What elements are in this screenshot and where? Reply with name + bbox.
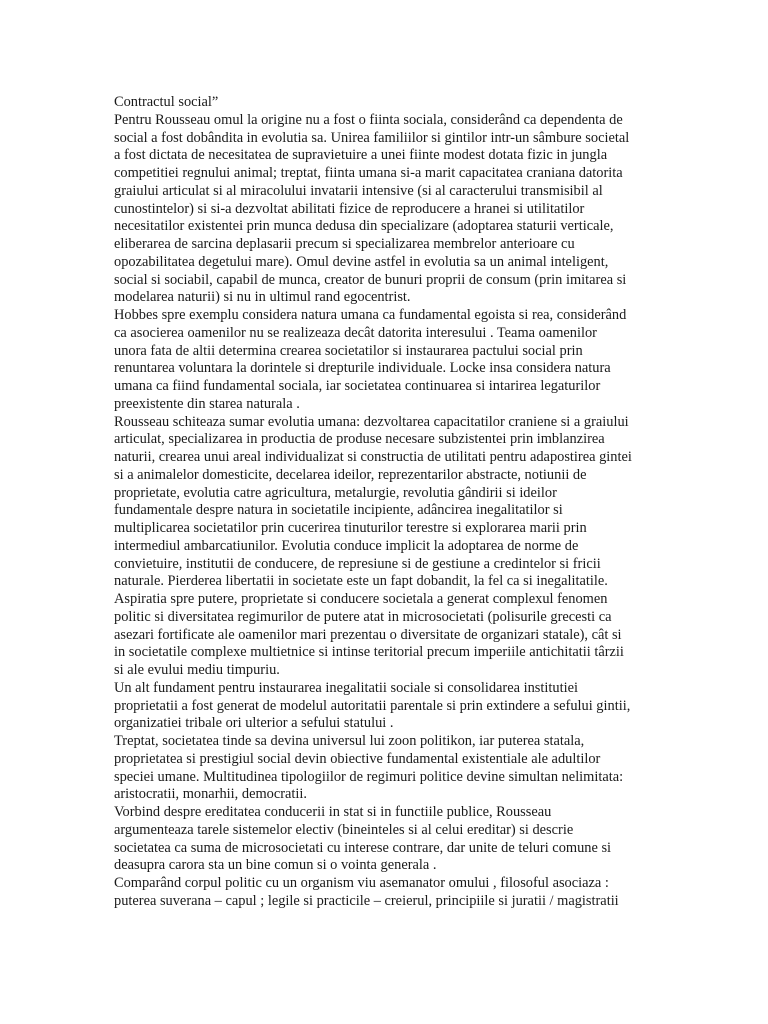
document-text-line: ca asocierea oamenilor nu se realizeaza decât datorita interesului . Teama oamenilor — [114, 324, 597, 341]
document-text-line: argumenteaza tarele sistemelor electiv (bineinteles si al celui ereditar) si descrie — [114, 821, 574, 838]
document-text-line: si ale evului mediu timpuriu. — [114, 662, 280, 678]
document-text-line: social si sociabil, capabil de munca, creator de bunuri proprii de consum (prin imitarea si — [114, 271, 627, 288]
document-text-line: naturii, crearea unui areal individualizat si constructia de utilitati pentru adapostirea gintei — [114, 449, 632, 465]
document-text-line: Un alt fundament pentru instaurarea inegalitatii sociale si consolidarea institutiei — [114, 679, 578, 696]
document-text-line: proprietate, evolutia catre agricultura, metalurgie, revolutia gândirii si ideilor — [114, 484, 557, 501]
document-text-line: multiplicarea societatilor prin cucerirea tinuturilor terestre si explorarea marii prin — [114, 520, 587, 536]
document-text-line: Vorbind despre ereditatea conducerii in stat si in functiile publice, Rousseau — [114, 804, 552, 820]
document-text-line: opozabilitatea degetului mare). Omul devine astfel in evolutia sa un animal inteligent, — [114, 253, 609, 270]
document-text-line: Treptat, societatea tinde sa devina universul lui zoon politikon, iar puterea statala, — [114, 733, 585, 749]
document-text-line: social a fost dobândita in evolutia sa. Unirea familiilor si gintilor intr-un sâmbure societal — [114, 129, 630, 146]
document-text-line: graiului articulat si al miracolului invatarii intensive (si al caracterului transmisibil al — [114, 182, 603, 199]
document-text-line: fundamentale despre natura in societatile incipiente, adâncirea inegalitatilor si — [114, 502, 563, 519]
document-text-line: umana ca fiind fundamental sociala, iar societatea continuarea si intarirea legaturilor — [114, 378, 601, 394]
document-text-line: cunostintelor) si si-a dezvoltat abilitati fizice de reproducere a hranei si utilitatilor — [114, 200, 585, 217]
document-body-text — [114, 94, 674, 911]
document-text-line: Comparând corpul politic cu un organism viu asemanator omului , filosoful asociaza : — [114, 875, 609, 891]
document-text-line: Aspiratia spre putere, proprietate si conducere societala a generat complexul fenomen — [114, 591, 608, 607]
document-text-line: renuntarea voluntara la dorintele si drepturile individuale. Locke insa considera natura — [114, 360, 611, 377]
document-text-line: eliberarea de sarcina deplasarii precum si specializarea membrelor anterioare cu — [114, 236, 575, 252]
document-text-line: puterea suverana – capul ; legile si practicile – creierul, principiile si juratii / magistratii — [114, 892, 619, 909]
document-text-line: convietuire, institutii de conducere, de represiune si de gestiune a credintelor si fricii — [114, 555, 601, 572]
document-text-line: si a animalelor domesticite, decelarea ideilor, reprezentarilor abstracte, notiunii de — [114, 466, 587, 483]
document-text-line: politic si diversitatea regimurilor de putere atat in microsocietati (polisurile grecesti ca — [114, 608, 612, 625]
document-text-line: societatea ca suma de microsocietati cu interese contrare, dar unite de teluri comune si — [114, 839, 612, 856]
document-heading-line: Contractul social” — [114, 94, 219, 110]
document-text-line: aristocratii, monarhii, democratii. — [114, 786, 308, 803]
document-text-line: deasupra carora sta un bine comun si o vointa generala . — [114, 857, 437, 874]
document-text-line: preexistente din starea naturala . — [114, 395, 300, 412]
document-text-line: competitiei regnului animal; treptat, fiinta umana si-a marit capacitatea craniana datorita — [114, 165, 623, 181]
document-text-line: naturale. Pierderea libertatii in societate este un fapt dobandit, la fel ca si inegalitatile. — [114, 573, 608, 590]
document-text-line: articulat, specializarea in productia de produse necesare subzistentei prin imblanzirea — [114, 431, 605, 448]
document-text-line: Pentru Rousseau omul la origine nu a fost o fiinta sociala, considerând ca dependenta de — [114, 111, 623, 128]
document-text-line: proprietatea si prestigiul social devin obiective fundamental existentiale ale adultilor — [114, 750, 601, 767]
document-text-line: necesitatilor existentei prin munca dedusa din specializare (adoptarea staturii verticale, — [114, 218, 614, 235]
document-text-line: in societatile complexe multietnice si intinse teritorial precum imperiile antichitatii târzii — [114, 644, 624, 661]
document-text-line: unora fata de altii determina crearea societatilor si instaurarea pactului social prin — [114, 342, 583, 359]
document-text-line: modelarea naturii) si nu in ultimul rand egocentrist. — [114, 289, 411, 306]
document-text-line: speciei umane. Multitudinea tipologiilor de regimuri politice devine simultan nelimitata: — [114, 768, 624, 785]
document-text-line: asezari fortificate ale oamenilor mari prezentau o diversitate de organizari statale), cât si — [114, 626, 622, 643]
document-text-line: Rousseau schiteaza sumar evolutia umana: dezvoltarea capacitatilor craniene si a graiului — [114, 413, 629, 430]
document-text-line: organizatiei tribale ori ulterior a sefului statului . — [114, 715, 394, 732]
document-text-line: proprietatii a fost generat de modelul autoritatii parentale si prin extindere a sefului gintii, — [114, 697, 631, 714]
document-text-line: intermediul ambarcatiunilor. Evolutia conduce implicit la adoptarea de norme de — [114, 537, 579, 554]
document-text-line: Hobbes spre exemplu considera natura umana ca fundamental egoista si rea, considerând — [114, 307, 627, 323]
document-text-line: a fost dictata de necesitatea de supravietuire a unei fiinte modest dotata fizic in jungla — [114, 147, 608, 164]
